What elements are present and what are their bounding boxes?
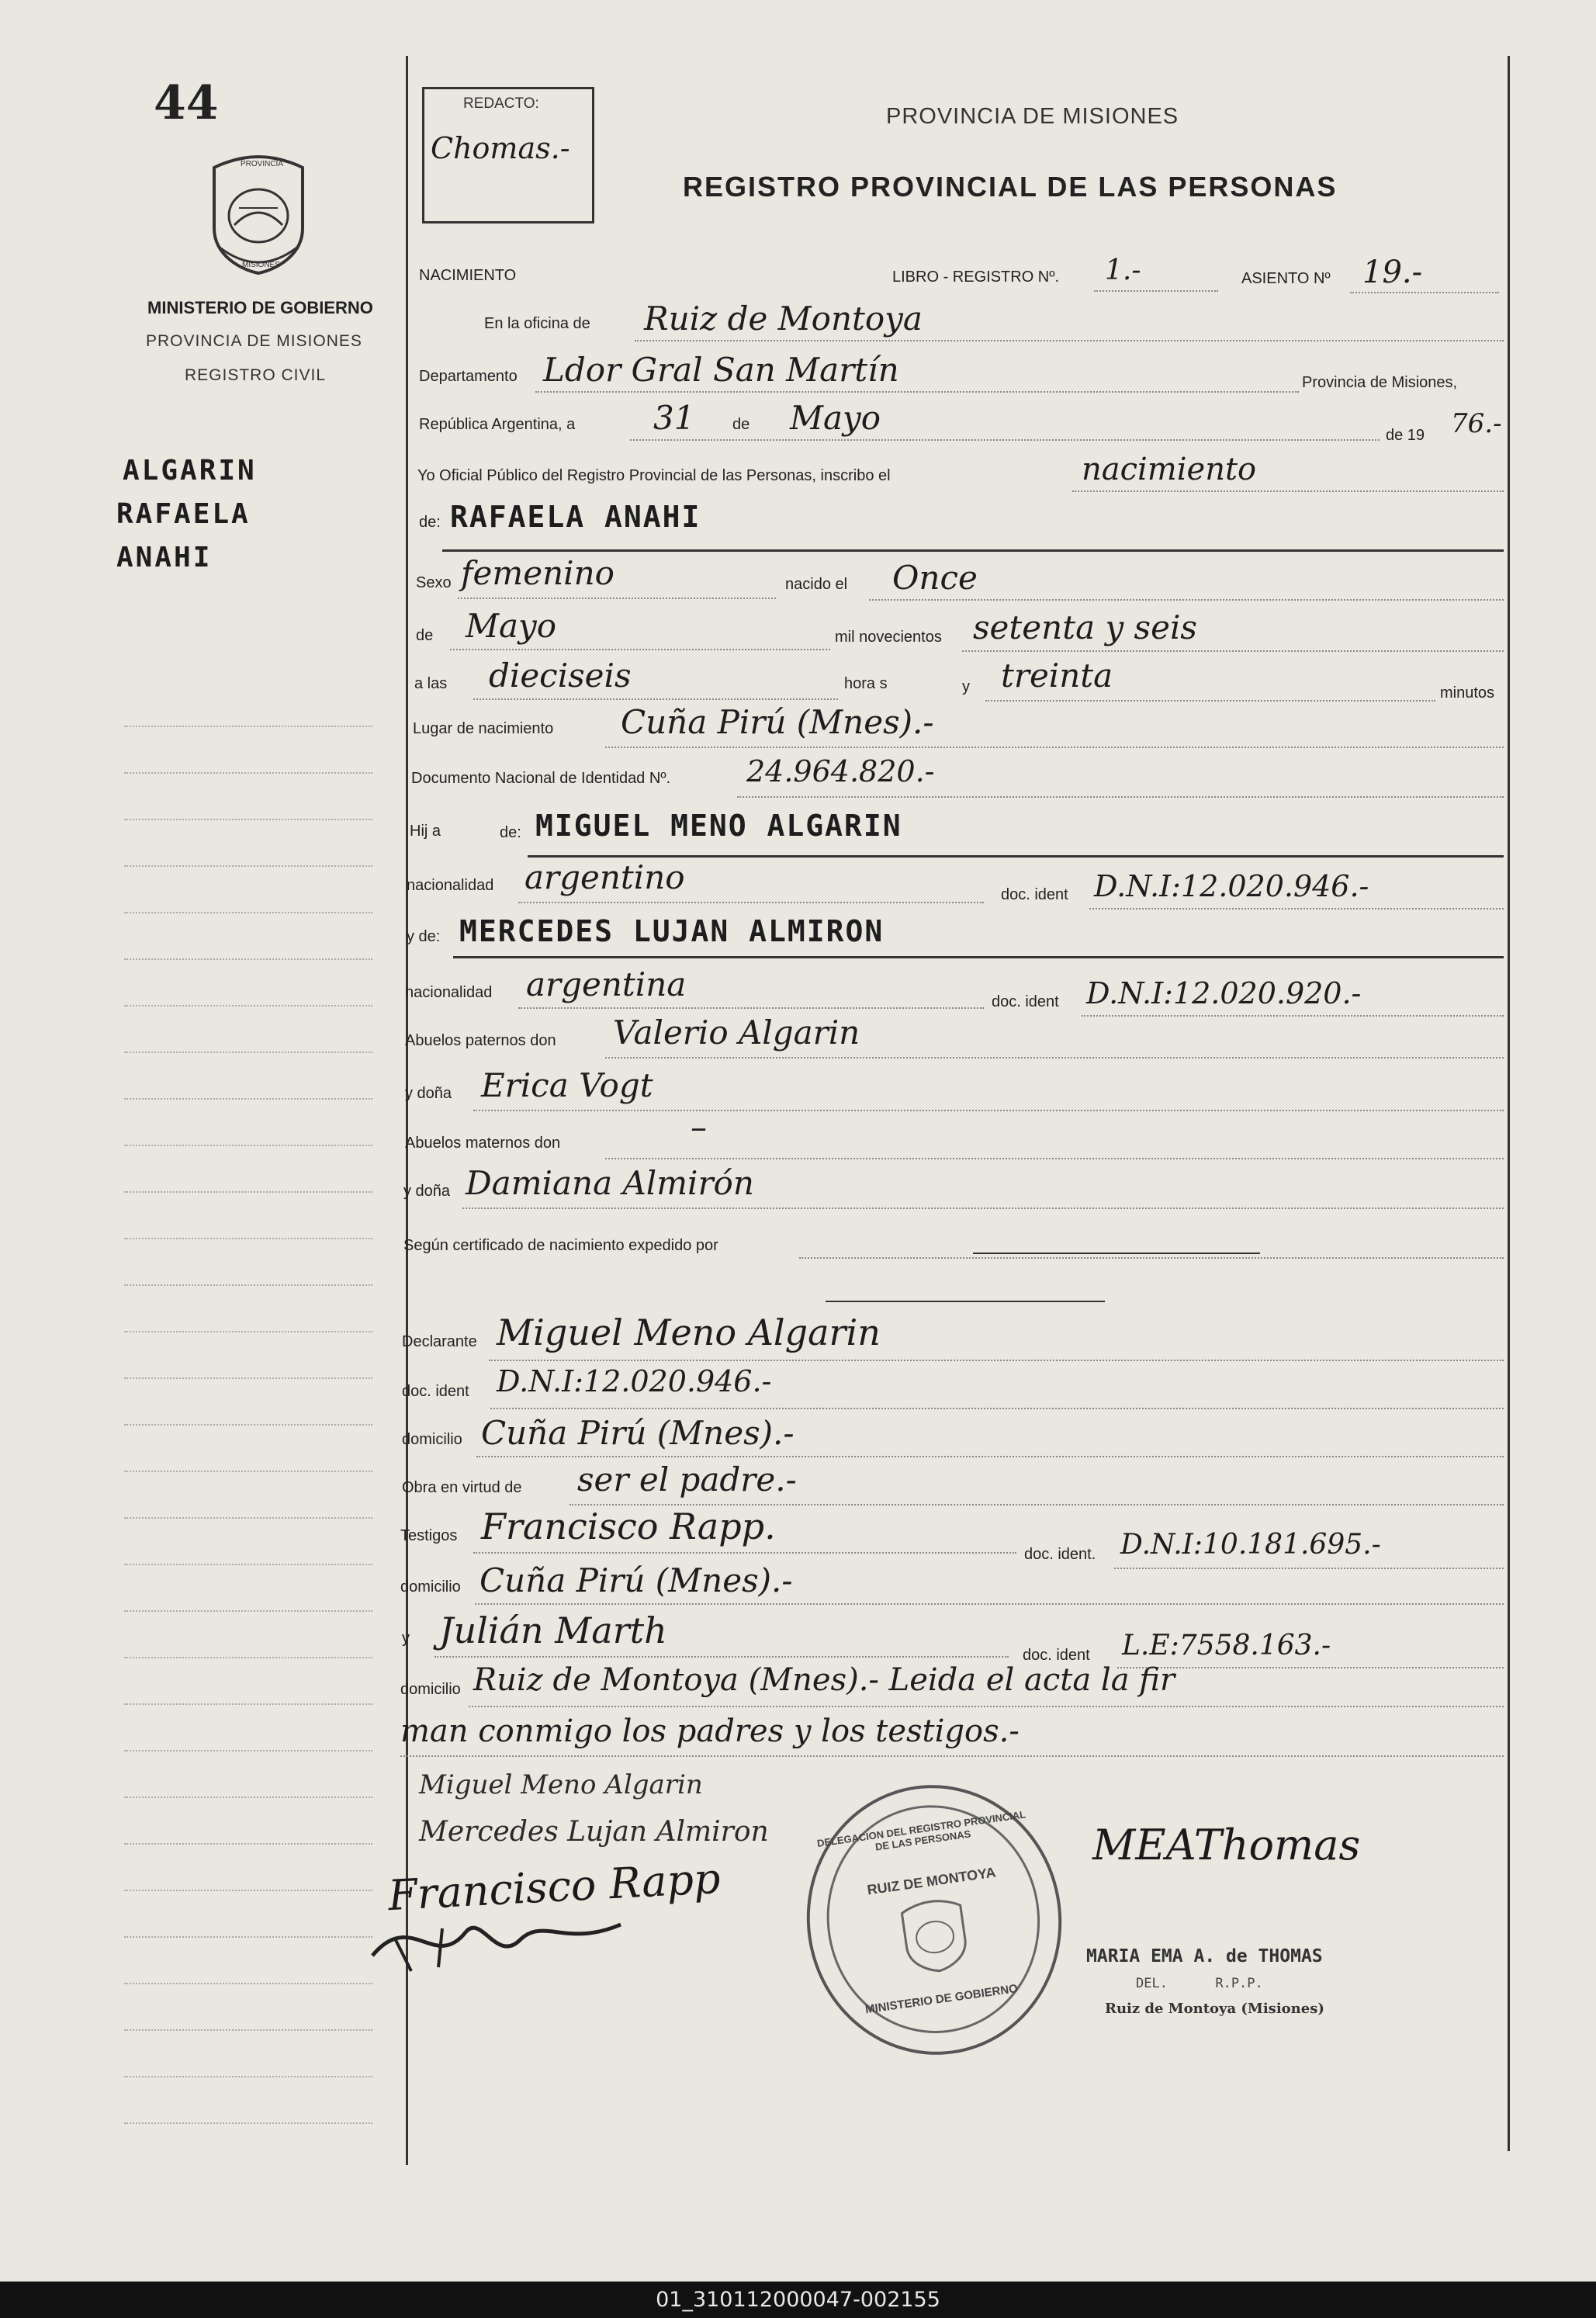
header-title: REGISTRO PROVINCIAL DE LAS PERSONAS	[683, 171, 1338, 203]
margin-rule	[124, 1983, 372, 1984]
a-las-prefix: a la	[414, 675, 440, 692]
margin-rule	[124, 1517, 372, 1519]
redacto-box	[422, 87, 594, 223]
ab-mat-dona-rule	[462, 1208, 1504, 1209]
redacto-value: Chomas.-	[431, 131, 570, 165]
mil-rule	[962, 650, 1504, 652]
mil-label: mil novecientos	[835, 629, 942, 646]
nac-madre-label: nacionalidad	[405, 984, 493, 1001]
father-rule	[528, 855, 1504, 858]
doc-padre-value: D.N.I:12.020.946.-	[1094, 869, 1369, 903]
de-nombre-label: de:	[419, 514, 441, 531]
t2-dom-value: Ruiz de Montoya (Mnes).- Leida el acta la fir	[473, 1662, 1175, 1698]
segun-rule	[799, 1257, 1504, 1259]
nacido-label: nacido el	[785, 576, 848, 593]
t1-doc-value: D.N.I:10.181.695.-	[1120, 1529, 1381, 1561]
decl-dom-label: domicilio	[402, 1431, 462, 1448]
margin-rule	[124, 1005, 372, 1007]
minutos-rule	[985, 700, 1435, 702]
ab-pat-don: Valerio Algarin	[613, 1013, 860, 1052]
mes-value: Mayo	[466, 607, 557, 645]
ab-mat-rule	[605, 1158, 1504, 1159]
margin-rule	[124, 1284, 372, 1286]
seal-text-bottom: MISIONES	[242, 261, 280, 269]
act-type-label: NACIMIENTO	[419, 267, 517, 284]
testigo1-rule	[473, 1552, 1016, 1554]
t1-dom-value: Cuña Pirú (Mnes).-	[479, 1561, 793, 1599]
margin-rule	[124, 1750, 372, 1751]
margin-rule	[124, 1797, 372, 1798]
t2-dom-label: domicilio	[400, 1681, 461, 1698]
ab-mat-dona: Damiana Almirón	[466, 1164, 754, 1202]
nac-padre-value: argentino	[524, 858, 685, 896]
page-number: 44	[154, 76, 219, 130]
mil-value: setenta y seis	[973, 608, 1197, 646]
image-id-footer: 01_310112000047-002155	[0, 2282, 1596, 2318]
margin-rule	[124, 772, 372, 774]
a-las-label	[414, 675, 447, 693]
y-t2-label: y	[402, 1630, 410, 1647]
fecha-mes: Mayo	[790, 399, 881, 437]
hora-prefix: hora	[844, 675, 876, 692]
decl-dom-rule	[476, 1456, 1504, 1457]
fecha-dia: 31	[653, 399, 695, 437]
fecha-anio: 76.-	[1451, 408, 1502, 439]
margin-rule	[124, 1377, 372, 1379]
t2-dom-rule	[469, 1706, 1504, 1707]
testigo1-value: Francisco Rapp.	[481, 1505, 776, 1547]
margin-rule	[124, 1890, 372, 1891]
header-province: PROVINCIA DE MISIONES	[886, 104, 1179, 129]
doc-madre-label: doc. ident	[992, 993, 1059, 1010]
asiento-value: 19.-	[1362, 255, 1423, 290]
signature-testigo: Francisco Rapp	[386, 1853, 722, 1921]
oficina-label: En la oficina de	[484, 315, 590, 332]
t2-doc-value: L.E:7558.163.-	[1122, 1630, 1331, 1661]
official-stamp-role: DEL. R.P.P.	[1136, 1976, 1263, 1991]
signature-officer: MEAThomas	[1092, 1821, 1361, 1869]
libro-value: 1.-	[1105, 255, 1141, 286]
margin-rule	[124, 1564, 372, 1565]
ministry-line-2: PROVINCIA DE MISIONES	[146, 332, 362, 350]
ab-pat-dona-label: y doña	[405, 1085, 452, 1102]
sexo-label: Sexo	[416, 574, 452, 591]
ab-mat-dona-label: y doña	[403, 1183, 451, 1200]
margin-rule	[124, 1145, 372, 1146]
asiento-label: ASIENTO Nº	[1241, 270, 1331, 287]
margin-rule	[124, 819, 372, 820]
decl-doc-label: doc. ident	[402, 1383, 469, 1400]
margin-given-name: RAFAELA	[116, 498, 251, 530]
left-frame-line	[406, 56, 408, 2165]
official-stamp-name: MARIA EMA A. de THOMAS	[1086, 1946, 1323, 1966]
margin-rule	[124, 865, 372, 867]
dni-value: 24.964.820.-	[746, 754, 935, 788]
t1-doc-rule	[1114, 1568, 1504, 1569]
minutos-value: treinta	[1001, 657, 1113, 695]
child-name: RAFAELA ANAHI	[450, 500, 701, 534]
lugar-label: Lugar de nacimiento	[413, 720, 554, 737]
mother-name: MERCEDES LUJAN ALMIRON	[459, 914, 885, 948]
inscribo-rule	[1072, 490, 1504, 492]
de-mes-label: de	[416, 627, 434, 644]
obra-label: Obra en virtud de	[402, 1479, 522, 1496]
oficina-value: Ruiz de Montoya	[644, 300, 923, 338]
hora-label	[844, 675, 888, 693]
inscribo-value: nacimiento	[1082, 452, 1257, 487]
hora-value: dieciseis	[489, 657, 632, 695]
t2-doc-rule	[1117, 1667, 1504, 1668]
margin-rule	[124, 1657, 372, 1658]
redacto-label: REDACTO:	[463, 95, 539, 112]
margin-surname: ALGARIN	[123, 455, 257, 487]
testigo2-rule	[434, 1656, 1009, 1658]
seal-text-top: PROVINCIA	[241, 160, 284, 168]
round-stamp-inner: RUIZ DE MONTOYA	[866, 1864, 997, 1898]
departamento-rule	[535, 391, 1299, 393]
libro-label: LIBRO - REGISTRO Nº.	[892, 269, 1060, 286]
margin-rule	[124, 1098, 372, 1100]
hijo-prefix: Hij	[410, 823, 428, 840]
fecha-de-label: de	[732, 416, 750, 433]
margin-rule	[124, 2076, 372, 2077]
minutos-label: minutos	[1440, 684, 1495, 702]
t1-dom-label: domicilio	[400, 1578, 461, 1596]
ab-pat-label: Abuelos paternos don	[405, 1032, 556, 1049]
de19-label: de 19	[1386, 427, 1425, 444]
delegation-round-stamp	[789, 1769, 1078, 2071]
round-stamp-arms-icon	[891, 1892, 978, 1980]
right-frame-line	[1508, 56, 1510, 2151]
father-name: MIGUEL MENO ALGARIN	[535, 809, 902, 843]
round-stamp-bottom: MINISTERIO DE GOBIERNO	[864, 1981, 1019, 2017]
nac-madre-value: argentina	[526, 965, 687, 1003]
margin-second-name: ANAHI	[116, 542, 213, 573]
obra-value: ser el padre.-	[577, 1460, 797, 1499]
ministry-line-1: MINISTERIO DE GOBIERNO	[147, 298, 373, 317]
sexo-value: femenino	[461, 554, 615, 592]
testigo2-value: Julián Marth	[439, 1609, 667, 1651]
ab-mat-don: –	[691, 1108, 707, 1146]
margin-rule	[124, 1703, 372, 1705]
republica-label: República Argentina, a	[419, 416, 576, 433]
t1-doc-label: doc. ident.	[1024, 1546, 1096, 1563]
margin-rule	[124, 2122, 372, 2124]
official-stamp-place: Ruiz de Montoya (Misiones)	[1105, 2001, 1324, 2017]
margin-rule	[124, 1424, 372, 1426]
lugar-value: Cuña Pirú (Mnes).-	[621, 703, 934, 741]
testigos-label: Testigos	[400, 1527, 458, 1544]
coat-of-arms-icon	[203, 154, 313, 276]
nac-padre-rule	[518, 902, 984, 903]
dni-label: Documento Nacional de Identidad Nº.	[411, 770, 671, 787]
ministry-seal	[203, 154, 313, 276]
closing-line-2: man conmigo los padres y los testigos.-	[400, 1713, 1020, 1749]
asiento-rule	[1350, 292, 1499, 293]
hora-suffix: s	[879, 675, 888, 692]
doc-madre-value: D.N.I:12.020.920.-	[1086, 976, 1362, 1010]
ab-pat-rule	[605, 1057, 1504, 1059]
doc-padre-label: doc. ident	[1001, 886, 1068, 903]
fecha-rule	[630, 439, 1380, 441]
y-de-label: y de:	[407, 928, 441, 945]
nacido-rule	[869, 599, 1504, 601]
nac-padre-label: nacionalidad	[407, 877, 494, 894]
doc-madre-rule	[1082, 1015, 1504, 1017]
declarante-value: Miguel Meno Algarin	[497, 1311, 881, 1353]
closing-rule	[400, 1755, 1504, 1757]
hijo-label	[410, 823, 441, 840]
t1-dom-rule	[475, 1603, 1504, 1605]
mes-rule	[450, 649, 830, 650]
segun-label: Según certificado de nacimiento expedido por	[403, 1237, 718, 1254]
margin-rule	[124, 1936, 372, 1938]
margin-rule	[124, 958, 372, 960]
departamento-value: Ldor Gral San Martín	[543, 351, 899, 389]
sexo-rule	[458, 598, 776, 599]
margin-rule	[124, 726, 372, 727]
t2-doc-label: doc. ident	[1023, 1647, 1090, 1664]
segun-blank	[973, 1253, 1260, 1254]
declarante-rule	[489, 1360, 1504, 1361]
decl-doc-value: D.N.I:12.020.946.-	[497, 1364, 772, 1398]
nac-madre-rule	[518, 1007, 984, 1009]
margin-rule	[124, 2029, 372, 2031]
margin-rule	[124, 1471, 372, 1472]
margin-rule	[124, 1052, 372, 1053]
libro-rule	[1094, 290, 1218, 292]
declarante-label: Declarante	[402, 1333, 477, 1350]
signature-scribble-icon	[365, 1894, 628, 1979]
doc-padre-rule	[1089, 908, 1504, 910]
segun-blank-2	[826, 1301, 1105, 1302]
y-label: y	[962, 678, 970, 695]
signature-madre: Mercedes Lujan Almiron	[419, 1816, 769, 1848]
dni-rule	[737, 796, 1504, 798]
margin-rule	[124, 1843, 372, 1845]
decl-doc-rule	[490, 1408, 1504, 1409]
margin-rule	[124, 1238, 372, 1239]
lugar-rule	[605, 747, 1504, 748]
de-padre-label: de:	[500, 824, 521, 841]
margin-rule	[124, 1610, 372, 1612]
round-stamp-outer: DELEGACION DEL REGISTRO PROVINCIAL DE LAS PERSONAS	[816, 1808, 1026, 1853]
name-rule	[442, 549, 1504, 552]
oficina-rule	[635, 340, 1504, 341]
margin-rule	[124, 912, 372, 913]
hijo-suffix: a	[431, 823, 441, 840]
yo-oficial-label: Yo Oficial Público del Registro Provincial de las Personas, inscribo el	[417, 467, 891, 484]
a-las-suffix: s	[439, 675, 448, 692]
mother-rule	[453, 956, 1504, 958]
ab-pat-dona-rule	[473, 1110, 1504, 1111]
provincia-label: Provincia de Misiones,	[1302, 374, 1458, 391]
hora-rule	[473, 698, 838, 700]
decl-dom-value: Cuña Pirú (Mnes).-	[481, 1414, 795, 1452]
nacido-value: Once	[892, 559, 978, 597]
signature-declarante: Miguel Meno Algarin	[419, 1769, 703, 1800]
ministry-line-3: REGISTRO CIVIL	[185, 366, 327, 384]
ab-pat-dona: Erica Vogt	[481, 1066, 653, 1104]
margin-rule	[124, 1331, 372, 1332]
ab-mat-label: Abuelos maternos don	[405, 1135, 561, 1152]
margin-rule	[124, 1191, 372, 1193]
departamento-label: Departamento	[419, 368, 518, 385]
